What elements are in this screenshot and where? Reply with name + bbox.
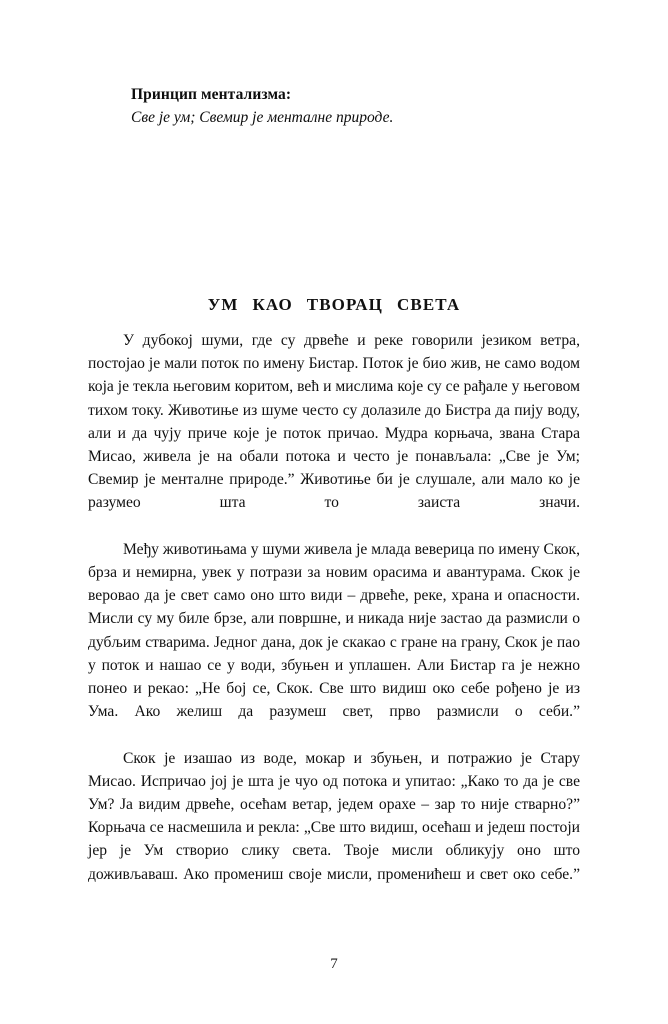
epigraph-title: Принцип ментализма:	[131, 86, 292, 103]
chapter-title-word: УМ	[207, 295, 239, 315]
body-paragraph: Међу животињама у шуми живела је млада веверица по имену Скок, брза и немирна, увек у потрази за новим орасима и авантурама. Скок је веровао да је свет само оно што види – дрвеће, реке, храна и опасности. Мисли су му биле брзе, али површне, и никада није застао да размисли о дубљим стварима. Једног дана, док је скакао с гране на грану, Скок је пао у поток и нашао се у води, збуњен и уплашен. Али Бистар га је нежно понео и рекао: „Не бој се, Скок. Све што видиш око себе рођено је из Ума. Ако желиш да разумеш свет, прво размисли о себи.”	[88, 540, 580, 721]
epigraph-block	[131, 84, 551, 129]
chapter-title-word: КАО	[252, 295, 293, 315]
page-number: 7	[330, 956, 338, 972]
body-text-column	[88, 329, 580, 909]
chapter-title	[88, 295, 580, 315]
epigraph-subtitle: Све је ум; Свемир је менталне природе.	[131, 109, 394, 126]
body-paragraph: У дубокој шуми, где су дрвеће и реке говорили језиком ветра, постојао је мали поток по имену Бистар. Поток је био жив, не само водом која је текла његовим коритом, већ и мислима које су се рађале у његовом тихом току. Животиње из шуме често су долазиле до Бистра да пију воду, али и да чују приче које је поток причао. Мудра корњача, звана Стара Мисао, живела је на обали потока и често је понављала: „Све је Ум; Свемир је менталне природе.” Животиње би је слушале, али мало ко је разумео шта то заиста значи.	[88, 332, 580, 512]
body-paragraph: Скок је изашао из воде, мокар и збуњен, и потражио је Стару Мисао. Испричао јој је шта је чуо од потока и упитао: „Како то да је све Ум? Ја видим дрвеће, осећам ветар, једем орахе – зар то није стварно?” Корњача се насмешила и рекла: „Све што видиш, осећаш и једеш постоји јер је Ум створио слику света. Твоје мисли обликују оно што доживљаваш. Ако промениш своје мисли, променићеш и свет око себе.”	[88, 749, 580, 883]
chapter-title-word: СВЕТА	[397, 295, 461, 315]
chapter-title-word: ТВОРАЦ	[306, 295, 383, 315]
